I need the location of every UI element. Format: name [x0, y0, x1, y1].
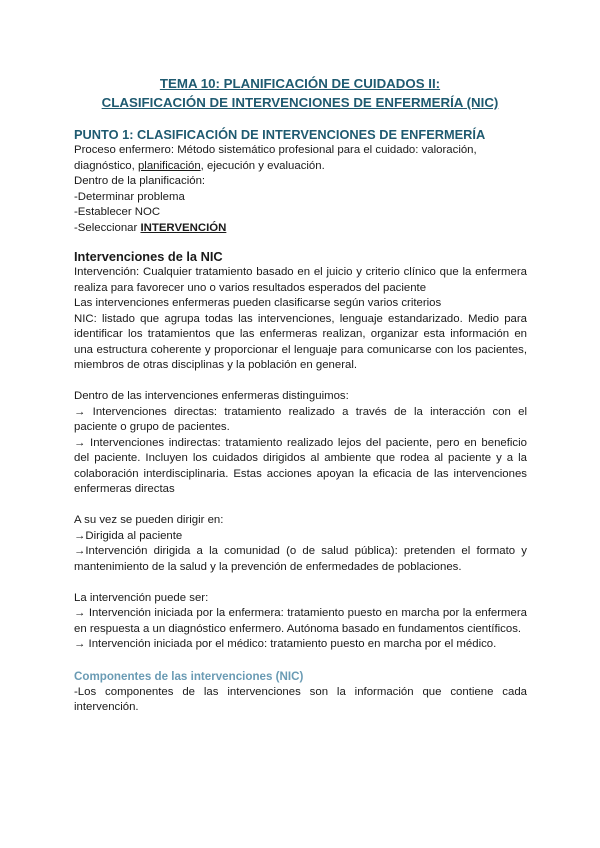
document-body — [74, 126, 527, 716]
proceso-text-b: , ejecución y evaluación. — [200, 159, 325, 172]
dirigida-comunidad: →Intervención dirigida a la comunidad (o de salud pública): pretenden el formato y mantenimiento de la salud y la prevención de enfermedades de poblaciones. — [74, 545, 527, 573]
componentes-text: -Los componentes de las intervenciones son la información que contiene cada intervención. — [74, 685, 527, 713]
seleccionar-prefix: -Seleccionar — [74, 221, 141, 234]
intervencion-definition: Intervención: Cualquier tratamiento basado en el juicio y criterio clínico que la enfermera realiza para favorecer uno o varios resultados esperados del paciente — [74, 266, 527, 294]
section-heading-punto-1: PUNTO 1: CLASIFICACIÓN DE INTERVENCIONES DE ENFERMERÍA — [74, 127, 486, 142]
dirigida-paciente: →Dirigida al paciente — [74, 529, 183, 542]
proceso-text-a: Proceso enfermero: Método sistemático profesional para el cuidado: valoración, diagnóstico, — [74, 144, 477, 172]
iniciada-enfermera: → Intervención iniciada por la enfermera: tratamiento puesto en marcha por la enfermera en respuesta a un diagnóstico enfermero. Autónoma basado en fundamentos científicos. — [74, 607, 527, 635]
dirigir-intro: A su vez se pueden dirigir en: — [74, 514, 224, 526]
nic-definition: NIC: listado que agrupa todas las intervenciones, lenguaje estandarizado. Medio para identificar los tratamientos que las enfermeras realizan, organizar esta información en una estructura coherente y proporcionar el lenguaje para comunicarse con los pacientes, miembros de otras disciplinas y la población en general. — [74, 312, 527, 371]
within-planning-label: Dentro de la planificación: — [74, 175, 206, 187]
title-line-2: CLASIFICACIÓN DE INTERVENCIONES DE ENFERMERÍA (NIC) — [101, 95, 499, 110]
intervenciones-indirectas: → Intervenciones indirectas: tratamiento realizado lejos del paciente, pero en beneficio del paciente. Incluyen los cuidados dirigidos al ambiente que rodea al paciente y a la colaboración interdisciplinaria. Estas acciones apoyan la eficacia de las intervenciones enfermeras directas — [74, 436, 527, 495]
iniciada-medico: → Intervención iniciada por el médico: tratamiento puesto en marcha por el médico. — [74, 638, 497, 650]
distinguimos-intro: Dentro de las intervenciones enfermeras distinguimos: — [74, 390, 349, 402]
intervencion-emphasis: INTERVENCIÓN — [140, 221, 227, 234]
planificacion-underlined: planificación — [137, 159, 201, 172]
list-item-establecer: -Establecer NOC — [74, 206, 161, 218]
proceso-enfermero-paragraph — [74, 143, 527, 174]
puede-ser-intro: La intervención puede ser: — [74, 591, 209, 604]
intervenciones-directas: → Intervenciones directas: tratamiento realizado a través de la interacción con el paciente o grupo de pacientes. — [74, 405, 527, 433]
document-title — [0, 74, 600, 112]
title-line-1: TEMA 10: PLANIFICACIÓN DE CUIDADOS II: — [159, 76, 441, 91]
section-heading-componentes: Componentes de las intervenciones (NIC) — [74, 670, 304, 683]
list-item-determinar: -Determinar problema — [74, 190, 185, 203]
section-heading-nic: Intervenciones de la NIC — [74, 249, 223, 264]
clasificar-sentence: Las intervenciones enfermeras pueden clasificarse según varios criterios — [74, 297, 442, 309]
list-item-seleccionar — [74, 221, 527, 237]
